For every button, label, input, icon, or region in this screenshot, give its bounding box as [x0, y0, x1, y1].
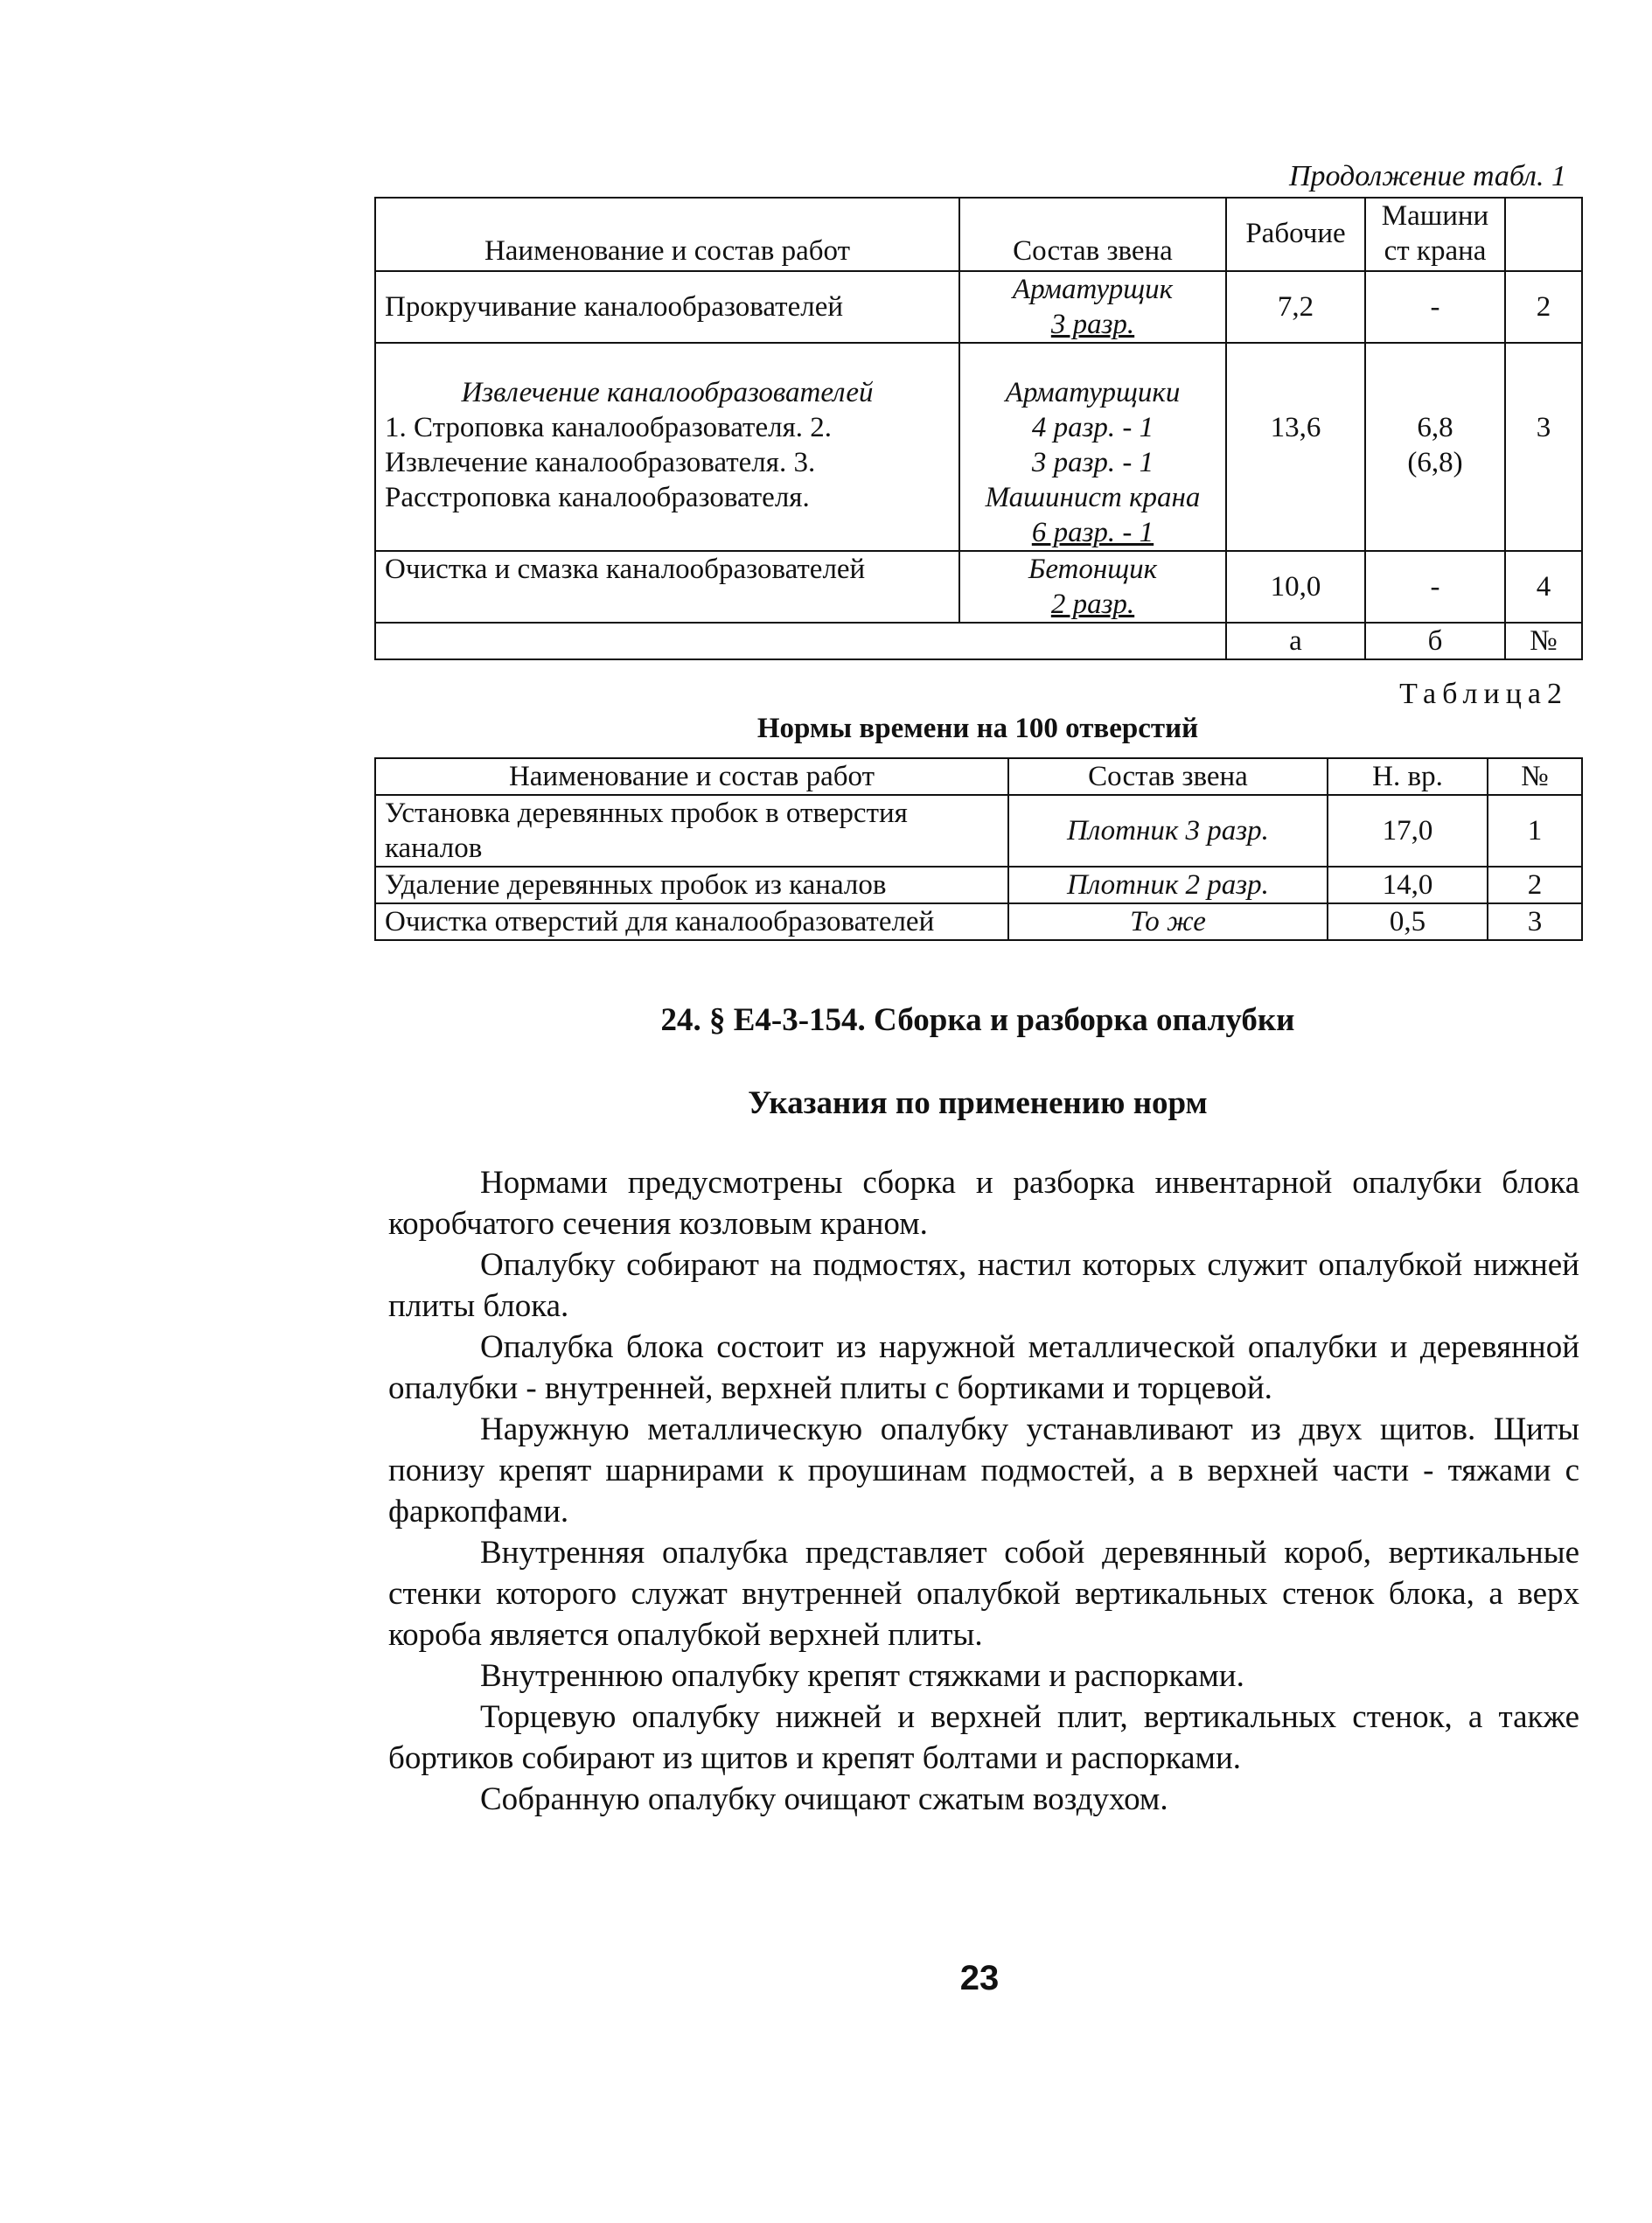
table1-row3-machinist: - [1365, 551, 1505, 623]
table2-row [375, 795, 1582, 867]
table1-row [375, 551, 1582, 623]
work-line: Извлечение каналообразователя. 3. [385, 447, 816, 478]
table2-row3-norm: 0,5 [1328, 903, 1488, 940]
table1-footer-a: а [1226, 623, 1365, 659]
table1-header-machinist-line1: Машини [1381, 200, 1489, 232]
table1-row3-number: 4 [1505, 551, 1582, 623]
table1 [374, 197, 1583, 660]
table2-row2-number: 2 [1488, 867, 1582, 903]
paragraph: Наружную металлическую опалубку устанавливают из двух щитов. Щиты понизу крепят шарнирами к проушинам подмостей, а в верхней части - тяжами с фаркопфами. [388, 1411, 1579, 1530]
paragraph: Нормами предусмотрены сборка и разборка инвентарной опалубки блока коробчатого сечения козловым краном. [388, 1165, 1579, 1242]
table2-header-row [375, 758, 1582, 795]
table1-row2-title: Извлечение каналообразователей [461, 377, 874, 408]
table1-row1-crew [959, 271, 1226, 343]
page-number: 23 [959, 1959, 1000, 1997]
table2-row1-crew: Плотник 3 разр. [1008, 795, 1328, 867]
table1-footer-row [375, 623, 1582, 659]
paragraph: Опалубка блока состоит из наружной металлической опалубки и деревянной опалубки - внутренней, верхней плиты с бортиками и торцевой. [388, 1329, 1579, 1406]
crew-line: 3 разр. - 1 [1031, 447, 1154, 478]
crew-line: 4 разр. - 1 [1031, 412, 1154, 443]
table1-continuation-caption: Продолжение табл. 1 [1288, 160, 1566, 192]
table2-header-crew: Состав звена [1008, 758, 1328, 795]
table2-label: Таблица2 [1399, 678, 1568, 710]
crew-line: Бетонщик [1028, 554, 1158, 585]
paragraph: Торцевую опалубку нижней и верхней плит, вертикальных стенок, а также бортиков собирают из щитов и крепят болтами и распорками. [388, 1699, 1579, 1776]
table1-row2-number: 3 [1505, 343, 1582, 551]
table1-header-empty [1505, 198, 1582, 271]
table2-row2-norm: 14,0 [1328, 867, 1488, 903]
table1-row1-work: Прокручивание каналообразователей [375, 271, 959, 343]
table1-row [375, 271, 1582, 343]
table1-row3-crew [959, 551, 1226, 623]
table1-row1-workers: 7,2 [1226, 271, 1365, 343]
machinist-line: (6,8) [1407, 447, 1463, 478]
table1-footer-empty [375, 623, 1226, 659]
table1-header-crew: Состав звена [959, 198, 1226, 271]
crew-line: Арматурщик [1012, 274, 1174, 305]
work-line: каналов [385, 833, 483, 864]
table1-row2-machinist [1365, 343, 1505, 551]
crew-line: 3 разр. [1050, 309, 1135, 340]
table1-header-machinist-line2: ст крана [1384, 235, 1487, 267]
table1-header-workers: Рабочие [1226, 198, 1365, 271]
table1-row3-work: Очистка и смазка каналообразователей [375, 551, 959, 623]
crew-line: Арматурщики [1005, 377, 1181, 408]
table2-title: Нормы времени на 100 отверстий [756, 713, 1199, 744]
crew-line: 2 разр. [1050, 589, 1135, 620]
work-line: Установка деревянных пробок в отверстия [385, 798, 908, 829]
table1-row3-workers: 10,0 [1226, 551, 1365, 623]
table2-row1-number: 1 [1488, 795, 1582, 867]
section-body [388, 1162, 1579, 1820]
paragraph: Собранную опалубку очищают сжатым воздухом. [480, 1781, 1168, 1817]
table2-row [375, 903, 1582, 940]
section-subheading: Указания по применению норм [748, 1085, 1208, 1121]
table1-row1-number: 2 [1505, 271, 1582, 343]
paragraph: Опалубку собирают на подмостях, настил которых служит опалубкой нижней плиты блока. [388, 1247, 1579, 1324]
table1-row [375, 343, 1582, 551]
table2-row2-crew: Плотник 2 разр. [1008, 867, 1328, 903]
table2-row3-work: Очистка отверстий для каналообразователей [375, 903, 1008, 940]
work-line: 1. Строповка каналообразователя. 2. [385, 412, 833, 443]
table1-row1-machinist: - [1365, 271, 1505, 343]
table1-footer-b: б [1365, 623, 1505, 659]
table1-row2-workers: 13,6 [1226, 343, 1365, 551]
table2-row2-work: Удаление деревянных пробок из каналов [375, 867, 1008, 903]
table2-header-norm: Н. вр. [1328, 758, 1488, 795]
table2-row1-work [375, 795, 1008, 867]
machinist-line: 6,8 [1417, 412, 1453, 443]
paragraph: Внутренняя опалубка представляет собой деревянный короб, вертикальные стенки которого служат внутренней опалубкой вертикальных стенок блока, а верх короба является опалубкой верхней плиты. [388, 1535, 1579, 1653]
table1-row2-crew [959, 343, 1226, 551]
table1-header-work: Наименование и состав работ [375, 198, 959, 271]
table1-header-machinist [1365, 198, 1505, 271]
table2-row1-norm: 17,0 [1328, 795, 1488, 867]
table2-header-no: № [1488, 758, 1582, 795]
table2-row3-crew: То же [1008, 903, 1328, 940]
table2-header-work: Наименование и состав работ [375, 758, 1008, 795]
table2-row [375, 867, 1582, 903]
crew-line: Машинист крана [985, 482, 1201, 513]
work-line: Расстроповка каналообразователя. [385, 482, 810, 513]
section-heading: 24. § Е4-3-154. Сборка и разборка опалубки [660, 1002, 1295, 1038]
table1-footer-no: № [1505, 623, 1582, 659]
table2 [374, 757, 1583, 941]
table1-header-row [375, 198, 1582, 271]
table2-row3-number: 3 [1488, 903, 1582, 940]
table1-row2-work [375, 343, 959, 551]
paragraph: Внутреннюю опалубку крепят стяжками и распорками. [480, 1658, 1244, 1694]
crew-line: 6 разр. - 1 [1031, 517, 1154, 548]
